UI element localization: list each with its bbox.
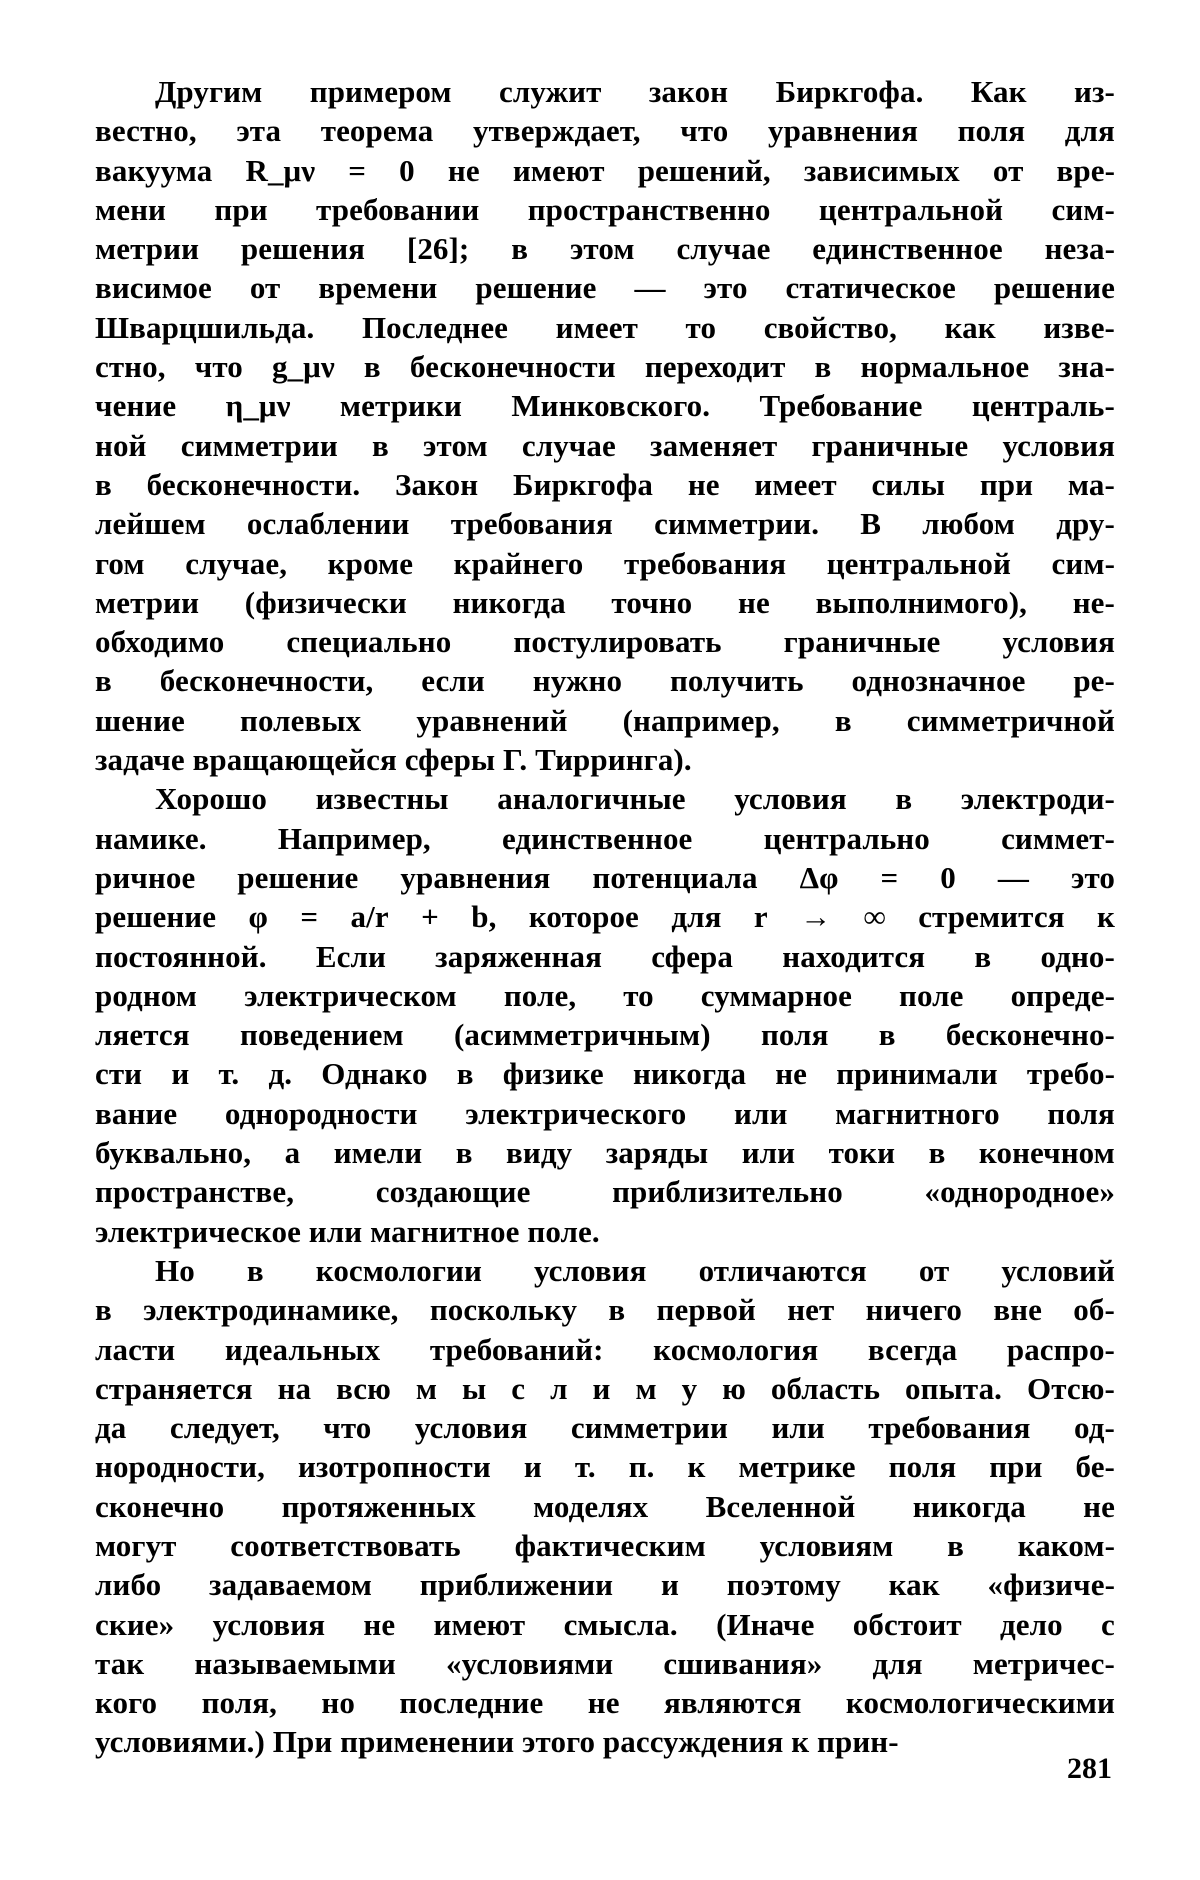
text-line: в бесконечности, если нужно получить однозначное ре-	[95, 663, 1115, 699]
text-line: ские» условия не имеют смысла. (Иначе обстоит дело с	[95, 1606, 1115, 1642]
text-line: кого поля, но последние не являются космологическими	[95, 1685, 1115, 1721]
text-line: висимое от времени решение — это статическое решение	[95, 270, 1115, 306]
text-line: Но в космологии условия отличаются от условий	[155, 1252, 1115, 1288]
text-line: постоянной. Если заряженная сфера находится в одно-	[95, 938, 1115, 974]
text-line: метрии решения [26]; в этом случае единственное неза-	[95, 231, 1115, 267]
text-line: буквально, а имели в виду заряды или токи в конечном	[95, 1135, 1115, 1171]
text-line: лейшем ослаблении требования симметрии. В любом дру-	[95, 506, 1115, 542]
text-line: мени при требовании пространственно центральной сим-	[95, 191, 1115, 227]
text-line: стно, что g_μν в бесконечности переходит в нормальное зна-	[95, 349, 1115, 385]
text-line: в электродинамике, поскольку в первой нет ничего вне об-	[95, 1292, 1115, 1328]
text-line: ласти идеальных требований: космология всегда распро-	[95, 1331, 1115, 1367]
text-line: метрии (физически никогда точно не выполнимого), не-	[95, 584, 1115, 620]
text-line: родном электрическом поле, то суммарное поле опреде-	[95, 977, 1115, 1013]
paragraph	[95, 1251, 1115, 1762]
text-line: намике. Например, единственное центрально симмет-	[95, 820, 1115, 856]
text-line: вестно, эта теорема утверждает, что уравнения поля для	[95, 113, 1115, 149]
paragraph	[95, 779, 1115, 1251]
text-line: условиями.) При применении этого рассуждения к прин-	[95, 1724, 899, 1760]
text-line: Хорошо известны аналогичные условия в электроди-	[155, 781, 1115, 817]
text-line: задаче вращающейся сферы Г. Тирринга).	[95, 742, 692, 778]
text-line: страняется на всю м ы с л и м у ю область опыта. Отсю-	[95, 1370, 1115, 1406]
text-line: вание однородности электрического или магнитного поля	[95, 1095, 1115, 1131]
text-line: Другим примером служит закон Биркгофа. Как из-	[155, 74, 1115, 109]
text-line: так называемыми «условиями сшивания» для метричес-	[95, 1645, 1115, 1681]
page-number: 281	[1067, 1752, 1112, 1785]
text-line: гом случае, кроме крайнего требования центральной сим-	[95, 545, 1115, 581]
text-line: обходимо специально постулировать граничные условия	[95, 624, 1115, 660]
text-line: ляется поведением (асимметричным) поля в бесконечно-	[95, 1017, 1115, 1053]
text-line: ной симметрии в этом случае заменяет граничные условия	[95, 427, 1115, 463]
text-line: нородности, изотропности и т. п. к метрике поля при бе-	[95, 1449, 1115, 1485]
text-line: в бесконечности. Закон Биркгофа не имеет силы при ма-	[95, 466, 1115, 502]
text-body	[95, 72, 1115, 1762]
text-line: сконечно протяженных моделях Вселенной никогда не	[95, 1488, 1115, 1524]
text-line: могут соответствовать фактическим условиям в каком-	[95, 1527, 1115, 1563]
text-line: ричное решение уравнения потенциала Δφ = 0 — это	[95, 859, 1115, 895]
text-line: либо задаваемом приближении и поэтому как «физиче-	[95, 1567, 1115, 1603]
text-line: электрическое или магнитное поле.	[95, 1213, 600, 1249]
text-line: да следует, что условия симметрии или требования од-	[95, 1410, 1115, 1446]
text-line: чение η_μν метрики Минковского. Требование централь-	[95, 388, 1115, 424]
text-line: решение φ = a/r + b, которое для r → ∞ стремится к	[95, 899, 1115, 935]
text-line: Шварцшильда. Последнее имеет то свойство, как изве-	[95, 309, 1115, 345]
paragraph	[95, 72, 1115, 779]
text-line: вакуума R_μν = 0 не имеют решений, зависимых от вре-	[95, 152, 1115, 188]
text-line: сти и т. д. Однако в физике никогда не принимали требо-	[95, 1056, 1115, 1092]
text-line: пространстве, создающие приблизительно «однородное»	[95, 1174, 1115, 1210]
text-line: шение полевых уравнений (например, в симметричной	[95, 702, 1115, 738]
